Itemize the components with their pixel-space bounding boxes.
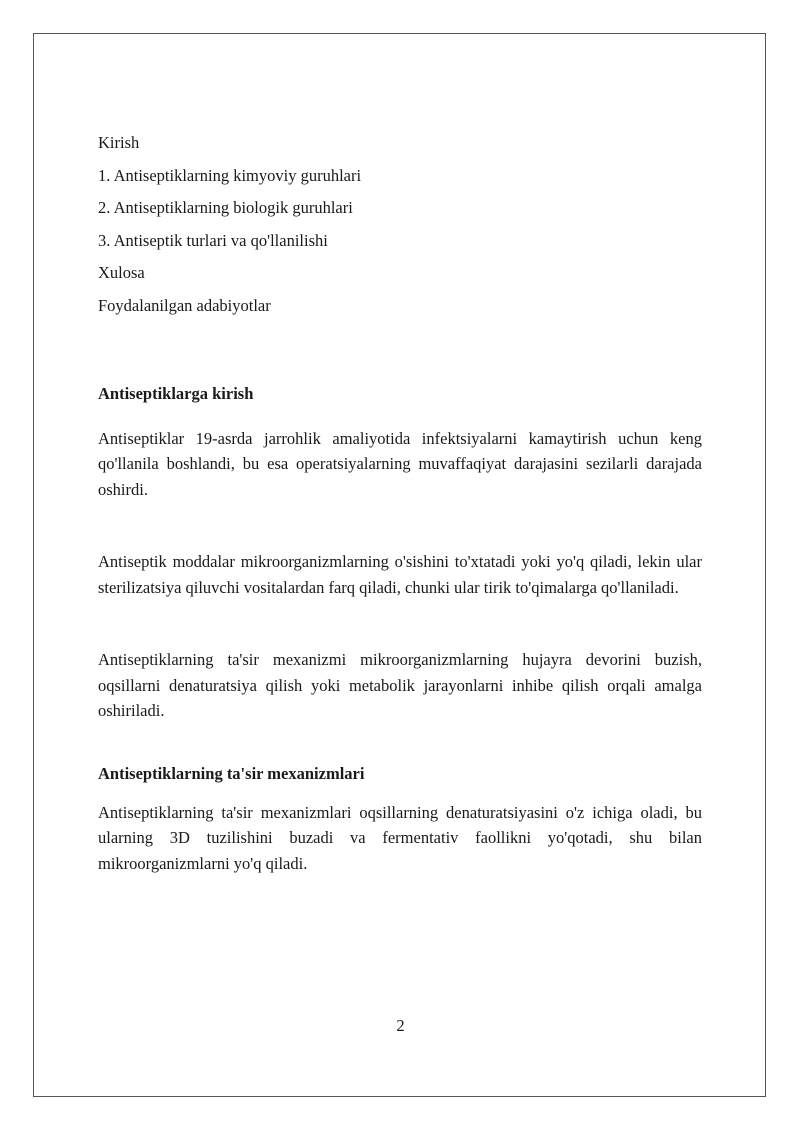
toc-item-references: Foydalanilgan adabiyotlar xyxy=(98,295,271,315)
toc-item-conclusion: Xulosa xyxy=(98,263,145,282)
page-content xyxy=(98,133,702,876)
toc-item-types-and-usage: 3. Antiseptik turlari va qo'llanilishi xyxy=(98,230,328,250)
paragraph-definition: Antiseptik moddalar mikroorganizmlarning o'sishini to'xtatadi yoki yo'q qiladi, lekin ular sterilizatsiya qiluvchi vositalardan farq qiladi, chunki ular tirik to'qimalarga qo'llaniladi. xyxy=(98,552,702,597)
table-of-contents xyxy=(98,133,702,316)
section-heading-mechanisms: Antiseptiklarning ta'sir mexanizmlari xyxy=(98,763,365,783)
toc-item-chemical-groups: 1. Antiseptiklarning kimyoviy guruhlari xyxy=(98,165,362,185)
page-number: 2 xyxy=(396,1016,405,1035)
paragraph-denaturation: Antiseptiklarning ta'sir mexanizmlari oqsillarning denaturatsiyasini o'z ichiga oladi, bu ularning 3D tuzilishini buzadi va fermentativ faollikni yo'qotadi, shu bilan mikroorganizmlarni yo'q qiladi. xyxy=(98,802,702,873)
paragraph-mechanism: Antiseptiklarning ta'sir mexanizmi mikroorganizmlarning hujayra devorini buzish, oqsillarni denaturatsiya qilish yoki metabolik jarayonlarni inhibe qilish orqali amalga oshiriladi. xyxy=(98,650,702,720)
toc-item-introduction: Kirish xyxy=(98,133,140,152)
document-page xyxy=(33,33,766,1097)
paragraph-history: Antiseptiklar 19-asrda jarrohlik amaliyotida infektsiyalarni kamaytirish uchun keng qo'llanila boshlandi, bu esa operatsiyalarning muvaffaqiyat darajasini sezilarli darajada oshirdi. xyxy=(98,428,702,499)
toc-item-biological-groups: 2. Antiseptiklarning biologik guruhlari xyxy=(98,198,353,217)
section-heading-introduction: Antiseptiklarga kirish xyxy=(98,383,254,403)
